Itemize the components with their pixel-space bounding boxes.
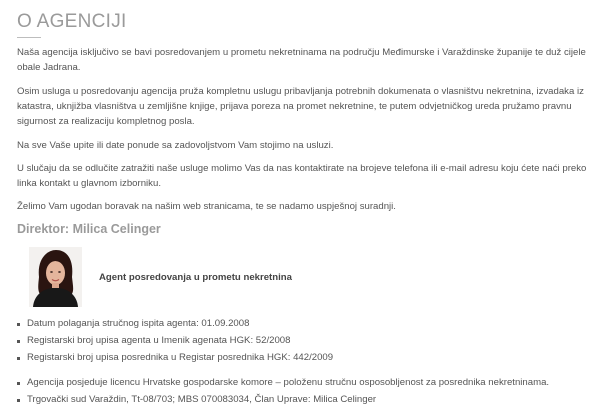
list-item: Registarski broj upisa posrednika u Registar posrednika HGK: 442/2009 [17,350,589,367]
contact-paragraph: U slučaju da se odlučite zatražiti naše usluge molimo Vas da nas kontaktirate na brojeve telefona ili e-mail adresu koju ćete naći preko linka kontakt u glavnom izborniku. [17,163,587,190]
list-item: Trgovački sud Varaždin, Tt-08/703; MBS 070083034, Član Uprave: Milica Celinger [17,392,589,409]
agent-role-label: Agent posredovanja u prometu nekretnina [99,272,292,283]
page-title: O AGENCIJI [17,11,127,32]
director-portrait-image [29,247,82,307]
credentials-list [17,316,589,366]
company-info-list [17,375,589,409]
director-photo [29,247,82,307]
inquiries-paragraph: Na sve Vaše upite ili date ponude sa zadovoljstvom Vam stojimo na usluzi. [17,140,334,151]
services-paragraph: Osim usluga u posredovanju agencija pruža kompletnu uslugu pribavljanja potrebnih dokumenata o vlasništvu nekretnina, izvadaka iz katastra, uknjižba vlasništva u zemljišne knjige, prijava poreza na promet nekretnine, te putem odvjetničkog ureda pružamo pravnu sigurnost za realizaciju kompletnog posla. [17,86,584,128]
list-item: Agencija posjeduje licencu Hrvatske gospodarske komore – položenu stručnu osposobljenost za posrednika nekretninama. [17,375,589,392]
title-underline [17,37,41,38]
welcome-paragraph: Želimo Vam ugodan boravak na našim web stranicama, te se nadamo uspješnoj suradnji. [17,201,396,212]
list-item: Registarski broj upisa agenta u Imenik agenata HGK: 52/2008 [17,333,589,350]
list-item: Datum polaganja stručnog ispita agenta: 01.09.2008 [17,316,589,333]
intro-paragraph: Naša agencija isključivo se bavi posredovanjem u prometu nekretninama na području Međimurske i Varaždinske županije te duž cijele obale Jadrana. [17,47,586,74]
director-heading: Direktor: Milica Celinger [17,222,161,236]
